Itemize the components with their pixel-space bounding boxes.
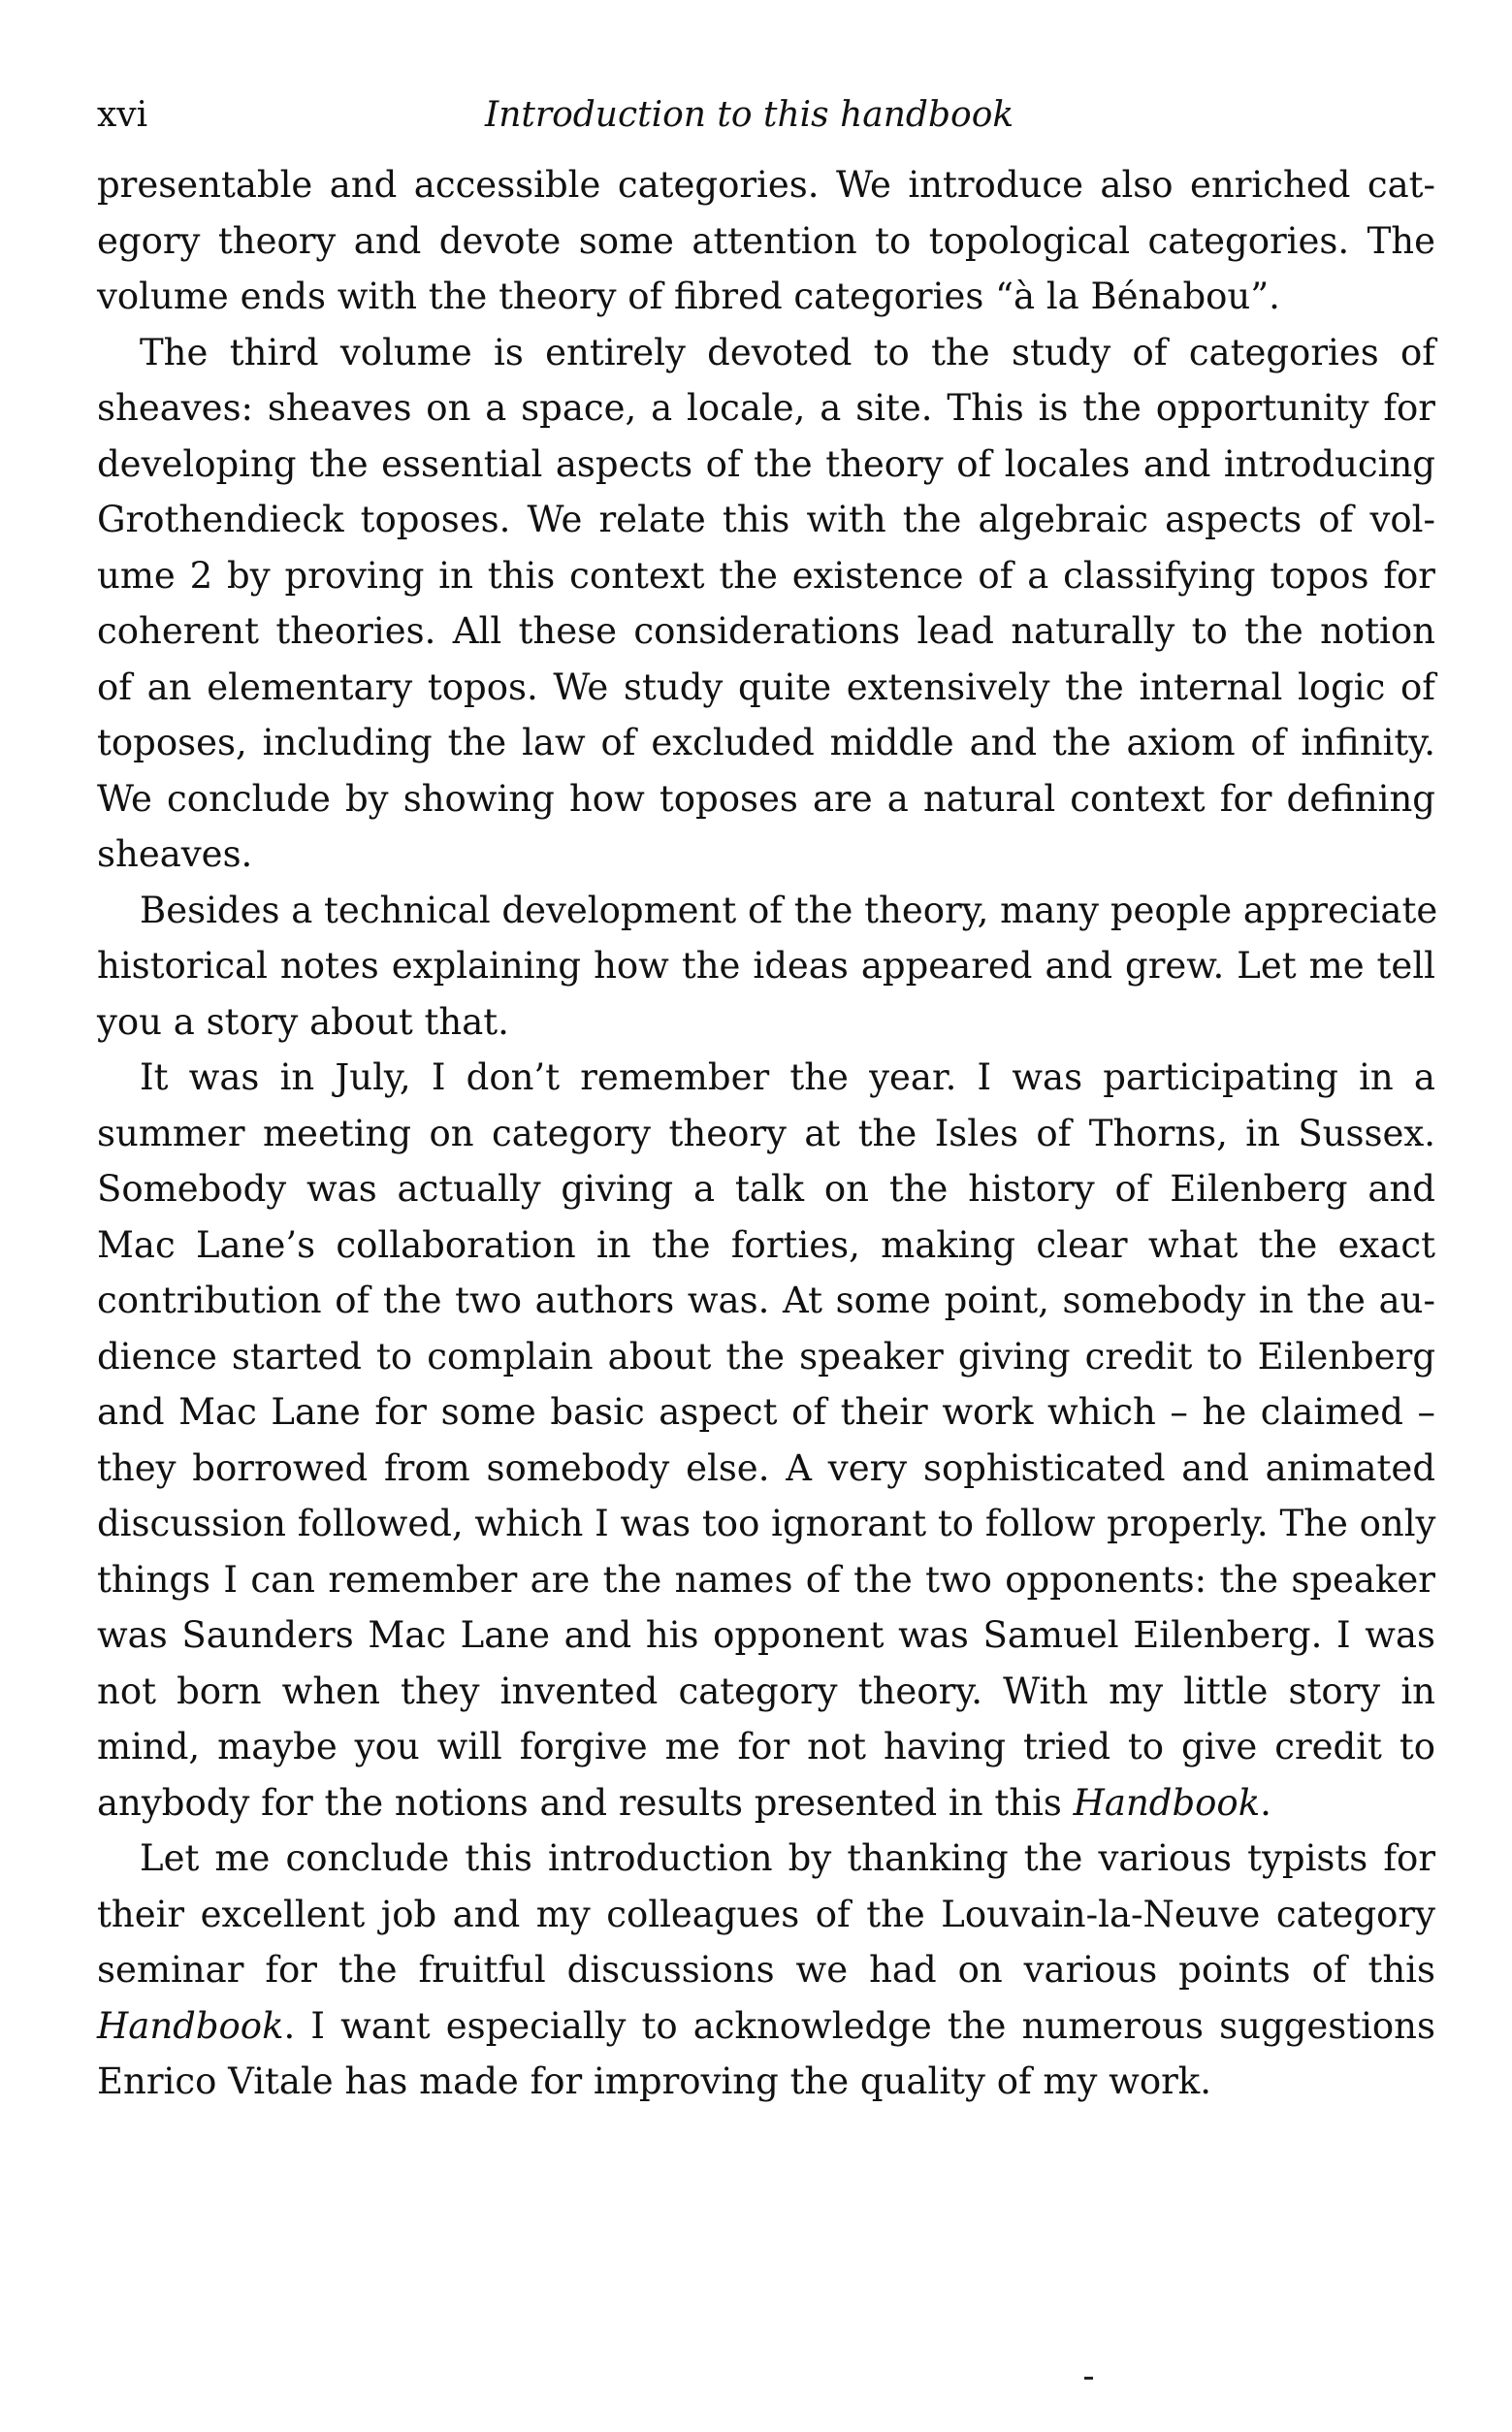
text-line: coherent theories. All these considerations lead naturally to the notion xyxy=(97,610,1435,652)
text-line: ume 2 by proving in this context the existence of a classifying topos for xyxy=(97,554,1435,597)
text-line: contribution of the two authors was. At some point, somebody in the au- xyxy=(97,1280,1435,1321)
paragraph-start-line: Let me conclude this introduction by thanking the various typists for xyxy=(140,1837,1435,1879)
text-line: volume ends with the theory of fibred categories “à la Bénabou”. xyxy=(97,276,1280,317)
text-line: their excellent job and my colleagues of the Louvain-la-Neuve category xyxy=(97,1893,1435,1935)
text-line: of an elementary topos. We study quite extensively the internal logic of xyxy=(97,665,1435,708)
page-number: xvi xyxy=(97,95,148,135)
text-line xyxy=(97,1775,1435,1832)
line-text: . xyxy=(1260,1781,1271,1824)
text-line: We conclude by showing how toposes are a natural context for defining xyxy=(97,777,1435,820)
text-line: and Mac Lane for some basic aspect of their work which – he claimed – xyxy=(97,1391,1435,1433)
text-line: you a story about that. xyxy=(97,1000,509,1043)
print-mark xyxy=(1084,2377,1093,2380)
text-line: not born when they invented category theory. With my little story in xyxy=(97,1670,1435,1712)
text-line xyxy=(97,1998,1435,2055)
text-line: summer meeting on category theory at the Isles of Thorns, in Sussex. xyxy=(97,1112,1435,1154)
text-line: presentable and accessible categories. We introduce also enriched cat- xyxy=(97,164,1435,206)
line-text: . I want especially to acknowledge the numerous suggestions xyxy=(283,2004,1435,2047)
running-header xyxy=(97,85,1435,146)
text-line: they borrowed from somebody else. A very sophisticated and animated xyxy=(97,1446,1435,1489)
text-line: dience started to complain about the speaker giving credit to Eilenberg xyxy=(97,1335,1435,1378)
text-line: egory theory and devote some attention to topological categories. The xyxy=(97,219,1435,262)
book-page xyxy=(97,85,1438,2110)
text-line: sheaves. xyxy=(97,833,253,875)
body-text xyxy=(97,157,1438,2110)
text-line: Grothendieck toposes. We relate this with the algebraic aspects of vol- xyxy=(97,499,1435,540)
text-line: developing the essential aspects of the theory of locales and introducing xyxy=(97,442,1435,485)
text-line: Mac Lane’s collaboration in the forties, making clear what the exact xyxy=(97,1223,1435,1266)
handbook-title-italic: Handbook xyxy=(1073,1781,1261,1824)
text-line: sheaves: sheaves on a space, a locale, a site. This is the opportunity for xyxy=(97,387,1435,429)
text-line: mind, maybe you will forgive me for not having tried to give credit to xyxy=(97,1726,1435,1767)
text-line: seminar for the fruitful discussions we had on various points of this xyxy=(97,1949,1435,1991)
text-line: Enrico Vitale has made for improving the quality of my work. xyxy=(97,2060,1211,2102)
text-line: was Saunders Mac Lane and his opponent was Samuel Eilenberg. I was xyxy=(97,1614,1435,1656)
text-line: historical notes explaining how the ideas appeared and grew. Let me tell xyxy=(97,945,1435,987)
handbook-title-italic: Handbook xyxy=(97,2004,284,2047)
paragraph-start-line: Besides a technical development of the theory, many people appreciate xyxy=(140,889,1438,931)
paragraph-start-line: The third volume is entirely devoted to the study of categories of xyxy=(140,331,1435,373)
text-line: things I can remember are the names of the two opponents: the speaker xyxy=(97,1558,1435,1601)
line-text: anybody for the notions and results presented in this xyxy=(97,1781,1074,1824)
text-line: discussion followed, which I was too ignorant to follow properly. The only xyxy=(97,1503,1436,1544)
text-line: toposes, including the law of excluded middle and the axiom of infinity. xyxy=(97,722,1435,763)
running-title: Introduction to this handbook xyxy=(485,95,1014,135)
text-line: Somebody was actually giving a talk on the history of Eilenberg and xyxy=(97,1168,1435,1210)
paragraph-start-line: It was in July, I don’t remember the year. I was participating in a xyxy=(140,1056,1435,1098)
